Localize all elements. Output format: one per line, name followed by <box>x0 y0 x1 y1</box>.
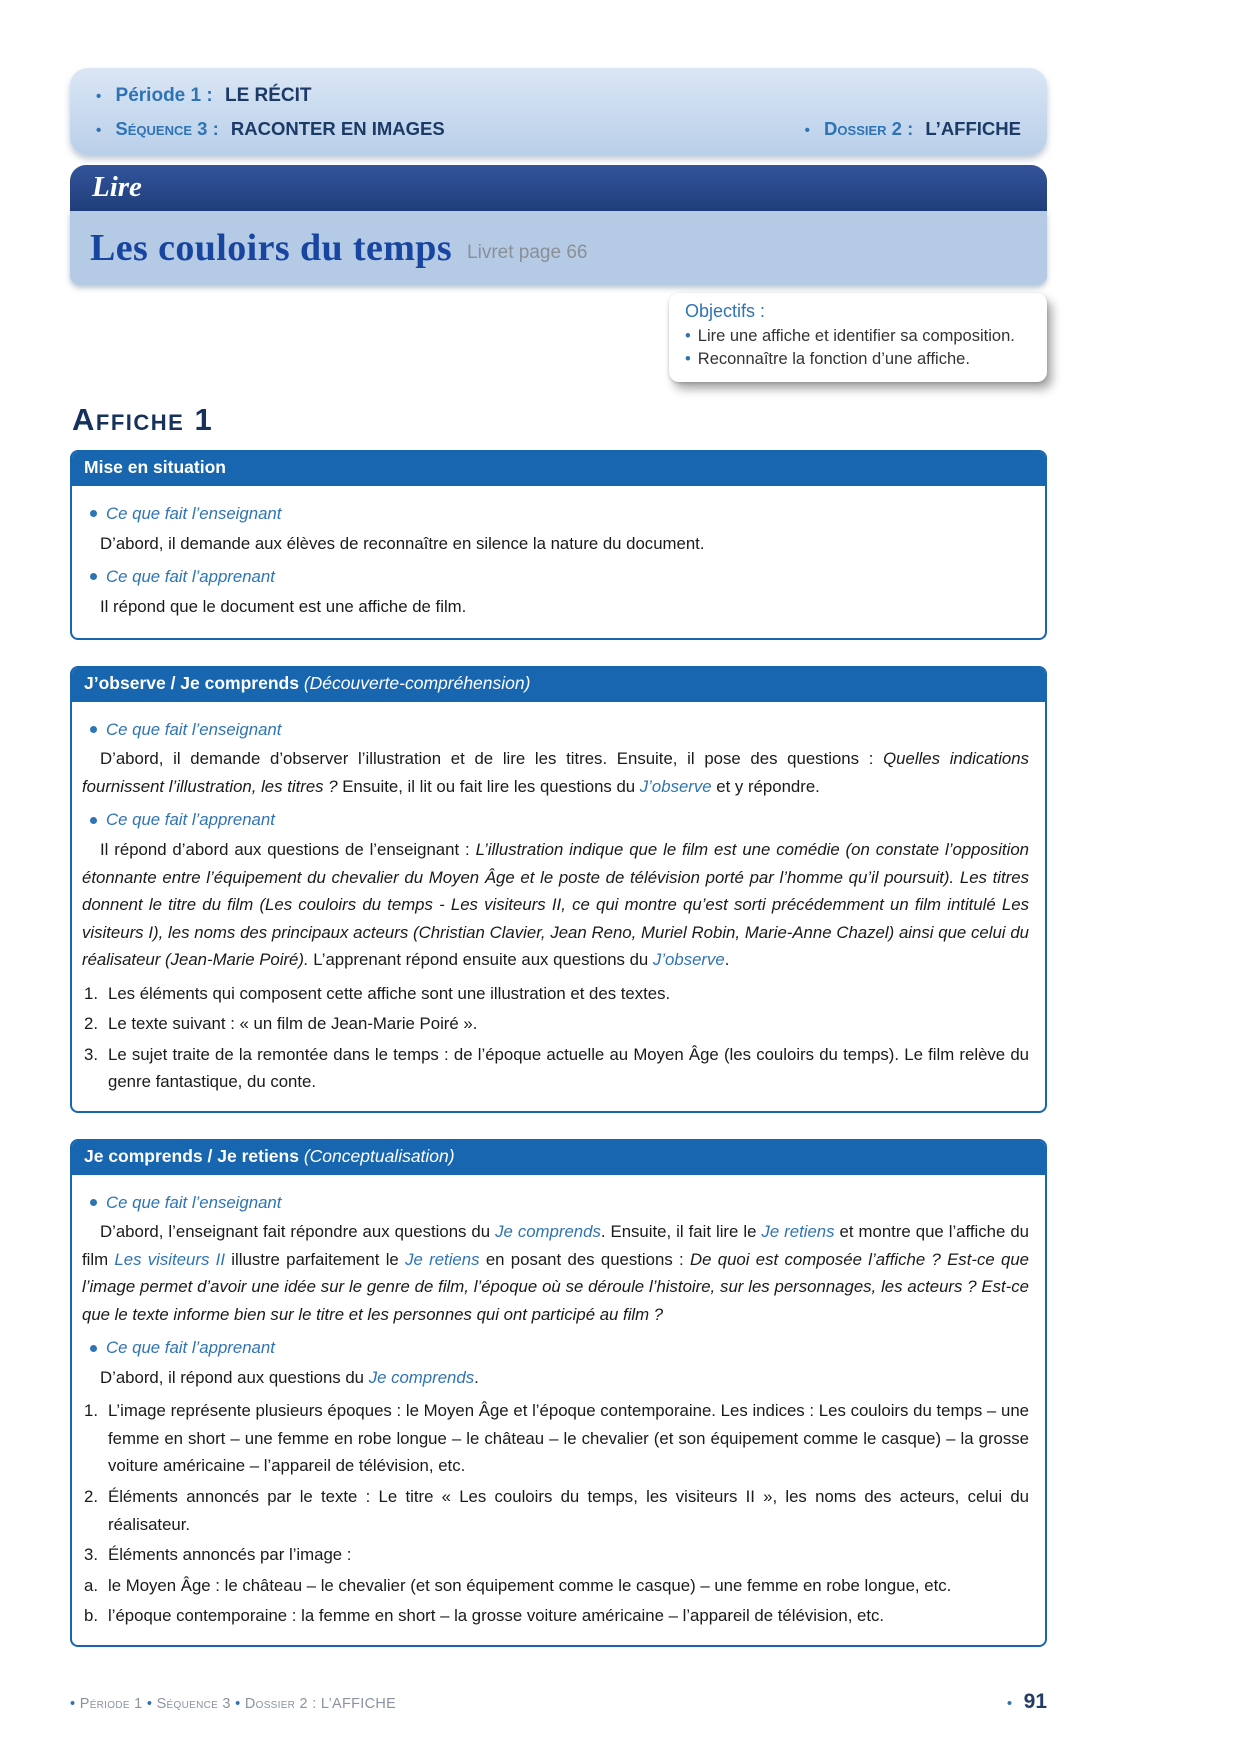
list-item-text: Le texte suivant : « un film de Jean-Marie Poiré ». <box>108 1014 478 1034</box>
role-label-student: Ce que fait l’apprenant <box>106 1338 275 1358</box>
box-header: Je comprends / Je retiens (Conceptualisation) <box>72 1141 1045 1175</box>
list-item <box>82 1010 1029 1038</box>
header-card <box>70 68 1047 155</box>
role-label-teacher: Ce que fait l’enseignant <box>106 719 282 739</box>
period-value: LE RÉCIT <box>224 85 312 106</box>
role-row-teacher <box>82 716 1029 744</box>
paragraph: D’abord, l’enseignant fait répondre aux questions du Je comprends. Ensuite, il fait lire le Je retiens et montre que l’affiche du film Les visiteurs II illustre parfaitement le Je retiens en posant des questions : De quoi est composée l’affiche ? Est-ce que l’image permet d’avoir une idée sur le genre de film, l’époque où se déroule l’histoire, sur les personnages, les acteurs ? Est-ce que le texte informe bien sur le titre et les personnes qui ont participé au film ? <box>82 1222 1029 1324</box>
bullet-icon: • <box>804 122 810 139</box>
dossier-label: Dossier 2 : <box>824 118 914 139</box>
bullet-icon <box>90 510 97 517</box>
header-period-row <box>96 86 1021 105</box>
page-title: Les couloirs du temps <box>90 226 453 269</box>
objective-item <box>685 348 1033 371</box>
bullet-icon <box>90 1199 97 1206</box>
page-footer <box>70 1690 1047 1714</box>
paragraph: Il répond que le document est une affiche de film. <box>100 596 467 616</box>
list-item <box>82 1397 1029 1480</box>
lire-banner <box>70 165 1047 211</box>
paragraph: Il répond d’abord aux questions de l’enseignant : L’illustration indique que le film est une comédie (on constate l’opposition étonnante entre l’équipement du chevalier du Moyen Âge et le poste de télévision porté par l’homme qu’il poursuit). Les titres donnent le titre du film (Les couloirs du temps - Les visiteurs II, ce qui montre qu’est sorti précédemment un film intitulé Les visiteurs I), les noms des principaux acteurs (Christian Clavier, Jean Reno, Muriel Robin, Marie-Anne Chazel) ainsi que celui du réalisateur (Jean-Marie Poiré). L’apprenant répond ensuite aux questions du J’observe. <box>82 839 1029 970</box>
box-header: Mise en situation <box>72 452 1045 486</box>
period-label: Période 1 : <box>115 85 213 106</box>
booklet-page-note: Livret page 66 <box>467 241 588 263</box>
box-observe-comprends <box>70 666 1047 1113</box>
box-comprends-retiens <box>70 1139 1047 1647</box>
paragraph: D’abord, il répond aux questions du Je comprends. <box>100 1367 479 1387</box>
list-item <box>82 1041 1029 1096</box>
paragraph: D’abord, il demande d’observer l’illustration et de lire les titres. Ensuite, il pose des questions : Quelles indications fournissent l’illustration, les titres ? Ensuite, il lit ou fait lire les questions du J’observe et y répondre. <box>82 749 1029 796</box>
objective-item <box>685 325 1033 348</box>
bullet-icon: • <box>96 122 102 139</box>
box-body <box>72 1175 1045 1645</box>
header-sequence <box>96 120 445 139</box>
objective-text: Lire une affiche et identifier sa composition. <box>697 326 1015 345</box>
list-item-text: Les éléments qui composent cette affiche sont une illustration et des textes. <box>108 983 671 1003</box>
bullet-icon: • <box>1006 1695 1013 1712</box>
bullet-icon: • <box>96 88 102 105</box>
list-item-number: 1. <box>84 1401 98 1421</box>
list-item-text: Éléments annoncés par l’image : <box>108 1545 352 1565</box>
bullet-icon <box>90 726 97 733</box>
sequence-value: RACONTER EN IMAGES <box>230 118 445 139</box>
list-item-text: Le sujet traite de la remontée dans le temps : de l’époque actuelle au Moyen Âge (les couloirs du temps). Le film relève du genre fantastique, du conte. <box>108 1044 1029 1092</box>
header-dossier <box>805 120 1021 139</box>
box-header: J’observe / Je comprends (Découverte-compréhension) <box>72 668 1045 702</box>
list-item-number: 2. <box>84 1486 98 1506</box>
bullet-icon <box>90 817 97 824</box>
footer-page-number <box>1007 1690 1047 1714</box>
list-item <box>82 1483 1029 1538</box>
list-item <box>82 1572 1029 1600</box>
role-label-teacher: Ce que fait l’enseignant <box>106 503 282 523</box>
role-label-student: Ce que fait l’apprenant <box>106 810 275 830</box>
box-body <box>72 486 1045 638</box>
list-item <box>82 1602 1029 1630</box>
list-item <box>82 980 1029 1008</box>
role-label-teacher: Ce que fait l’enseignant <box>106 1192 282 1212</box>
objective-text: Reconnaître la fonction d’une affiche. <box>697 349 970 368</box>
box-body <box>72 702 1045 1111</box>
role-row-student <box>82 563 1029 591</box>
box-mise-en-situation <box>70 450 1047 640</box>
list-item-text: le Moyen Âge : le château – le chevalier (et son équipement comme le casque) – une femme en robe longue, etc. <box>108 1575 952 1595</box>
role-row-student <box>82 1334 1029 1362</box>
bullet-icon <box>90 573 97 580</box>
role-label-student: Ce que fait l’apprenant <box>106 567 275 587</box>
bullet-icon: • <box>685 349 691 368</box>
list-item-number: 3. <box>84 1044 98 1064</box>
paragraph: D’abord, il demande aux élèves de reconnaître en silence la nature du document. <box>100 533 705 553</box>
list-item-number: b. <box>84 1606 98 1626</box>
list-item-number: a. <box>84 1575 98 1595</box>
page-number: 91 <box>1023 1690 1047 1713</box>
list-item-number: 3. <box>84 1545 98 1565</box>
title-band <box>70 211 1047 285</box>
bullet-icon: • <box>685 326 691 345</box>
header-sequence-row <box>96 120 1021 139</box>
lire-banner-label: Lire <box>92 171 142 203</box>
footer-breadcrumb: • Période 1 • Séquence 3 • Dossier 2 : L’AFFICHE <box>70 1696 397 1712</box>
role-row-teacher <box>82 1189 1029 1217</box>
role-row-student <box>82 806 1029 834</box>
list-item-number: 2. <box>84 1014 98 1034</box>
objectives-card <box>669 293 1047 383</box>
list-item-text: L’image représente plusieurs époques : le Moyen Âge et l’époque contemporaine. Les indices : Les couloirs du temps – une femme en short – une femme en robe longue – le château – le chevalier (et son équipement comme le casque) – la grosse voiture américaine – l’appareil de télévision, etc. <box>108 1401 1029 1476</box>
bullet-icon <box>90 1345 97 1352</box>
list-item-text: l’époque contemporaine : la femme en short – la grosse voiture américaine – l’appareil de télévision, etc. <box>108 1606 885 1626</box>
role-row-teacher <box>82 500 1029 528</box>
sequence-label: Séquence 3 : <box>115 118 219 139</box>
list-item-number: 1. <box>84 983 98 1003</box>
section-heading: Affiche 1 <box>72 402 214 438</box>
objectives-title: Objectifs : <box>685 300 766 321</box>
list-item <box>82 1541 1029 1569</box>
list-item-text: Éléments annoncés par le texte : Le titre « Les couloirs du temps, les visiteurs II », les noms des acteurs, celui du réalisateur. <box>108 1486 1029 1534</box>
dossier-value: L’AFFICHE <box>925 118 1021 139</box>
